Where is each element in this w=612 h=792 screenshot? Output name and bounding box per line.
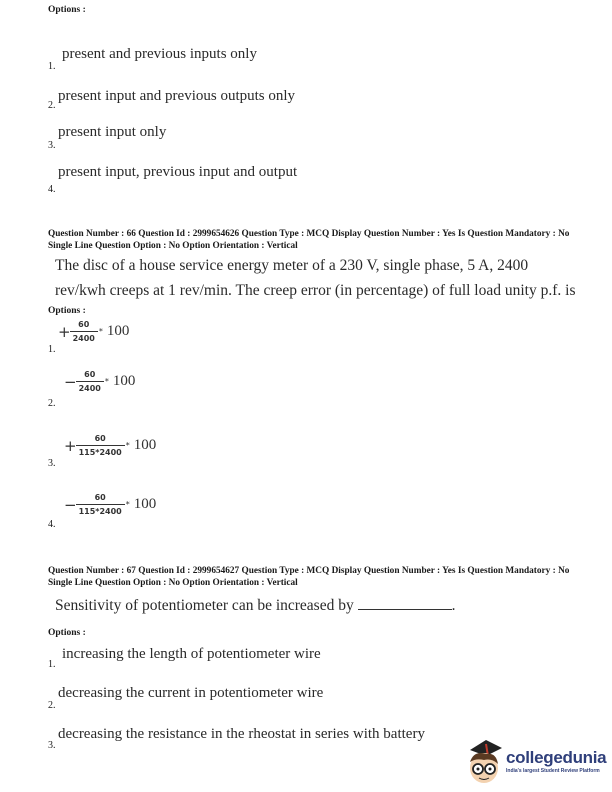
option-text: present input, previous input and output xyxy=(58,164,298,180)
denominator: 115*2400 xyxy=(78,507,122,516)
options-label: Options : xyxy=(48,306,86,316)
factor: 100 xyxy=(112,373,136,389)
factor: 100 xyxy=(133,496,157,512)
denominator: 2400 xyxy=(78,384,101,393)
times: * xyxy=(125,500,130,509)
times: * xyxy=(104,377,109,386)
factor: 100 xyxy=(106,323,130,339)
numerator: 60 xyxy=(76,434,125,446)
option-text: decreasing the resistance in the rheostat in series with battery xyxy=(58,726,425,742)
option-text: present input only xyxy=(58,124,167,140)
fraction xyxy=(79,434,122,457)
options-label: Options : xyxy=(48,628,86,638)
options-label: Options : xyxy=(48,5,86,15)
formula-option xyxy=(64,493,156,516)
mascot-icon xyxy=(464,736,506,786)
sign: + xyxy=(64,436,77,455)
question-text-body: Sensitivity of potentiometer can be increased by xyxy=(55,597,354,614)
question-text-line: The disc of a house service energy meter of a 230 V, single phase, 5 A, 2400 xyxy=(55,257,529,274)
option-number: 3. xyxy=(48,458,56,469)
option-number: 1. xyxy=(48,659,56,670)
formula-option xyxy=(64,434,156,457)
answer-blank xyxy=(358,597,452,610)
times: * xyxy=(98,327,103,336)
question-header: Question Number : 67 Question Id : 2999654627 Question Type : MCQ Display Question Number : Yes Is Question Mandatory : No Single Line Question Option : No Option Orientation : Vertical xyxy=(48,566,570,588)
sign: − xyxy=(64,372,77,391)
formula-option xyxy=(64,370,135,393)
option-number: 2. xyxy=(48,700,56,711)
sign: + xyxy=(58,322,71,341)
denominator: 115*2400 xyxy=(78,448,122,457)
question-text xyxy=(55,597,455,615)
option-number: 1. xyxy=(48,61,56,72)
option-number: 2. xyxy=(48,398,56,409)
option-number: 1. xyxy=(48,344,56,355)
brand-tagline: India's largest Student Review Platform xyxy=(506,768,600,774)
option-number: 3. xyxy=(48,140,56,151)
question-text-end: . xyxy=(451,597,456,614)
collegedunia-logo xyxy=(464,736,606,786)
numerator: 60 xyxy=(76,493,125,505)
fraction xyxy=(79,370,101,393)
brand-name: collegedunia xyxy=(506,748,607,767)
option-number: 3. xyxy=(48,740,56,751)
numerator: 60 xyxy=(70,320,98,332)
option-number: 2. xyxy=(48,100,56,111)
denominator: 2400 xyxy=(72,334,95,343)
fraction xyxy=(79,493,122,516)
numerator: 60 xyxy=(76,370,104,382)
factor: 100 xyxy=(133,437,157,453)
fraction xyxy=(73,320,95,343)
option-text: decreasing the current in potentiometer wire xyxy=(58,685,324,701)
option-text: present input and previous outputs only xyxy=(58,88,296,104)
question-header: Question Number : 66 Question Id : 2999654626 Question Type : MCQ Display Question Number : Yes Is Question Mandatory : No Single Line Question Option : No Option Orientation : Vertical xyxy=(48,229,570,251)
option-number: 4. xyxy=(48,519,56,530)
option-number: 4. xyxy=(48,184,56,195)
sign: − xyxy=(64,495,77,514)
formula-option xyxy=(58,320,129,343)
question-text-line: rev/kwh creeps at 1 rev/min. The creep error (in percentage) of full load unity p.f. is xyxy=(55,282,576,299)
option-text: increasing the length of potentiometer wire xyxy=(62,646,321,662)
times: * xyxy=(125,441,130,450)
option-text: present and previous inputs only xyxy=(62,46,257,62)
